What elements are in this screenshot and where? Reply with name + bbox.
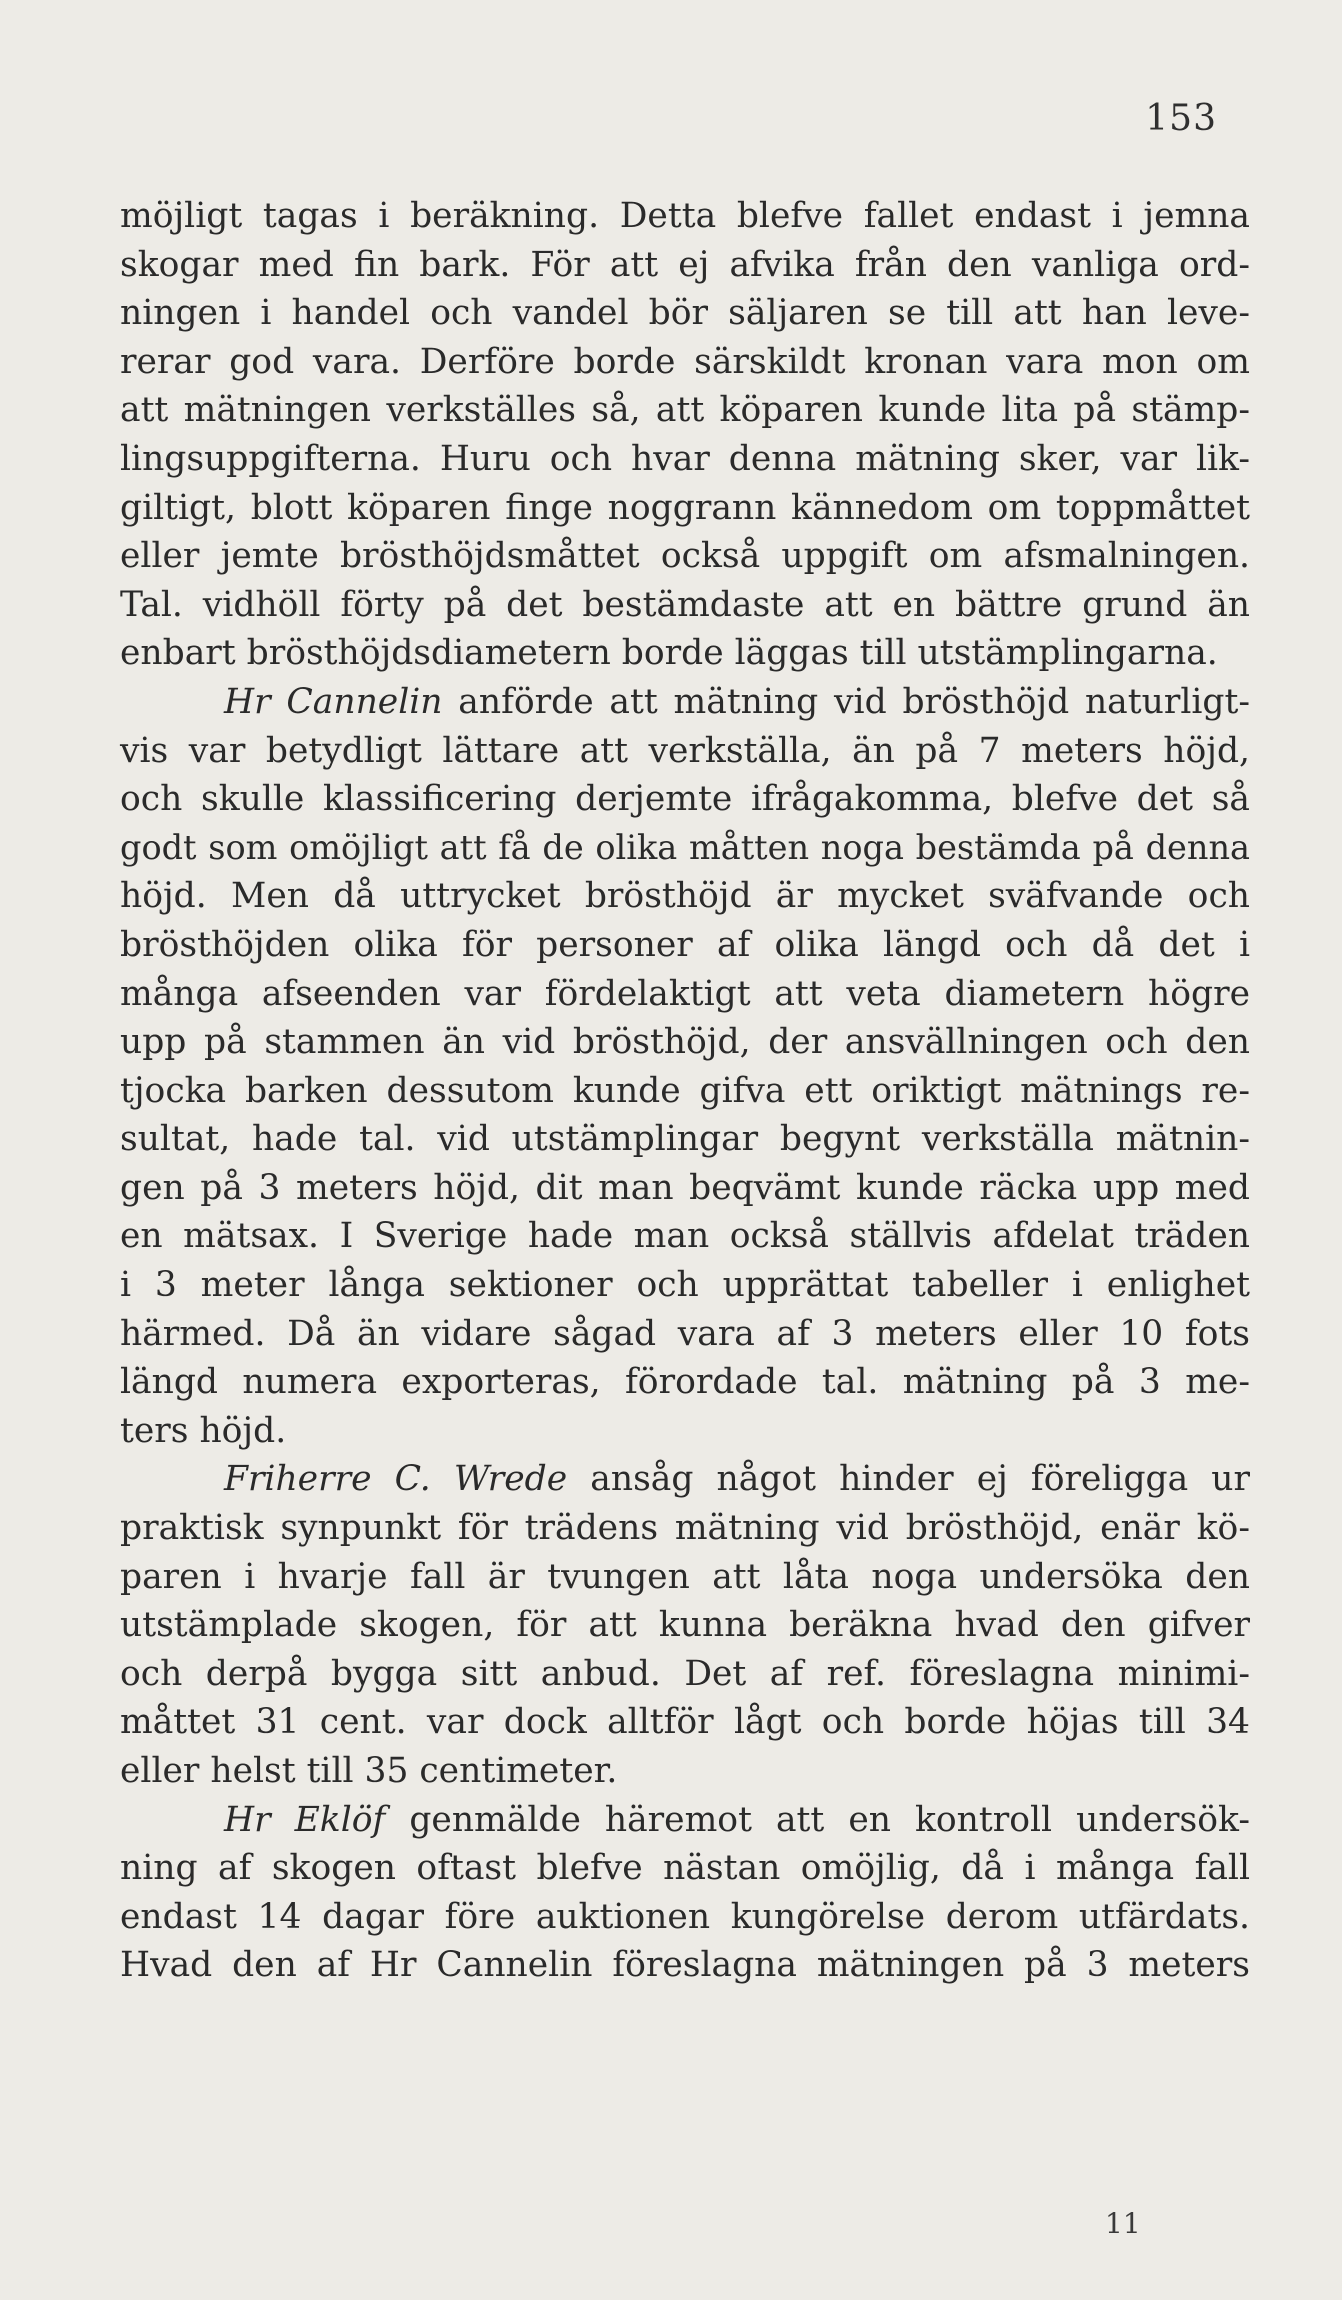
text-line xyxy=(120,1504,1250,1553)
text-line xyxy=(120,727,1250,776)
text-run: härmed. Då än vidare sågad vara af 3 meters eller 10 fots xyxy=(120,1313,1250,1354)
text-run: praktisk synpunkt för trädens mätning vid brösthöjd, enär kö- xyxy=(120,1508,1250,1549)
text-line xyxy=(120,1067,1250,1116)
text-run: giltigt, blott köparen finge noggrann kännedom om toppmåttet xyxy=(120,487,1250,528)
text-run: i 3 meter långa sektioner och upprättat tabeller i enlighet xyxy=(120,1265,1250,1306)
text-line xyxy=(120,1601,1250,1650)
text-line xyxy=(120,435,1250,484)
text-run: utstämplade skogen, för att kunna beräkna hvad den gifver xyxy=(120,1605,1250,1646)
text-run: upp på stammen än vid brösthöjd, der ansvällningen och den xyxy=(120,1022,1250,1063)
text-run: en mätsax. I Sverige hade man också ställvis afdelat träden xyxy=(120,1216,1250,1257)
text-line xyxy=(120,581,1250,630)
text-line xyxy=(120,1018,1250,1067)
speaker-name: Hr Cannelin xyxy=(224,681,443,722)
text-line xyxy=(120,678,1250,727)
text-line xyxy=(120,1844,1250,1893)
speaker-name: Hr Eklöf xyxy=(224,1799,386,1840)
text-run: ters höjd. xyxy=(120,1410,287,1451)
text-run: och skulle klassificering derjemte ifrågakomma, blefve det så xyxy=(120,779,1250,820)
signature-mark: 11 xyxy=(1105,2207,1141,2240)
text-run: att mätningen verkställes så, att köparen kunde lita på stämp- xyxy=(120,390,1250,431)
text-line xyxy=(120,970,1250,1019)
text-run: och derpå bygga sitt anbud. Det af ref. föreslagna minimi- xyxy=(120,1653,1250,1694)
text-run: eller helst till 35 centimeter. xyxy=(120,1751,618,1791)
text-run: godt som omöjligt att få de olika måtten noga bestämda på denna xyxy=(120,827,1250,867)
text-line xyxy=(120,1455,1250,1504)
text-line xyxy=(120,1650,1250,1699)
text-run: gen på 3 meters höjd, dit man beqvämt kunde räcka upp med xyxy=(120,1167,1250,1208)
text-run: endast 14 dagar före auktionen kungörelse derom utfärdats. xyxy=(120,1896,1250,1937)
text-run: Hvad den af Hr Cannelin föreslagna mätningen på 3 meters xyxy=(120,1945,1250,1986)
text-line xyxy=(120,1212,1250,1261)
text-run: genmälde häremot att en kontroll undersök- xyxy=(385,1799,1250,1840)
text-line xyxy=(120,1407,1250,1456)
text-line xyxy=(120,289,1250,338)
text-run: ning af skogen oftast blefve nästan omöjlig, då i många fall xyxy=(120,1848,1250,1889)
text-run: ningen i handel och vandel bör säljaren se till att han leve- xyxy=(120,293,1250,334)
text-run: vis var betydligt lättare att verkställa, än på 7 meters höjd, xyxy=(120,730,1250,771)
text-run: tjocka barken dessutom kunde gifva ett oriktigt mätnings re- xyxy=(120,1070,1250,1111)
body-text xyxy=(120,192,1250,1990)
text-line xyxy=(120,1893,1250,1942)
text-line xyxy=(120,1698,1250,1747)
text-run: skogar med fin bark. För att ej afvika från den vanliga ord- xyxy=(120,244,1250,285)
text-run: anförde att mätning vid brösthöjd naturligt- xyxy=(442,681,1250,722)
text-run: enbart brösthöjdsdiametern borde läggas till utstämplingarna. xyxy=(120,633,1218,674)
text-run: möjligt tagas i beräkning. Detta blefve fallet endast i jemna xyxy=(120,196,1250,236)
text-run: ansåg något hinder ej föreligga ur xyxy=(567,1459,1251,1500)
text-line xyxy=(120,1358,1250,1407)
page-number: 153 xyxy=(1145,98,1217,139)
text-line xyxy=(120,921,1250,970)
text-run: längd numera exporteras, förordade tal. mätning på 3 me- xyxy=(120,1362,1250,1403)
text-line xyxy=(120,484,1250,533)
text-run: eller jemte brösthöjdsmåttet också uppgift om afsmalningen. xyxy=(120,536,1250,577)
text-run: brösthöjden olika för personer af olika längd och då det i xyxy=(120,924,1250,965)
text-run: höjd. Men då uttrycket brösthöjd är mycket sväfvande och xyxy=(120,876,1250,917)
text-line xyxy=(120,1796,1250,1845)
text-run: lingsuppgifterna. Huru och hvar denna mätning sker, var lik- xyxy=(120,438,1250,479)
text-line xyxy=(120,824,1250,873)
text-run: många afseenden var fördelaktigt att veta diametern högre xyxy=(120,973,1250,1014)
text-line xyxy=(120,1261,1250,1310)
text-line xyxy=(120,1310,1250,1359)
speaker-name: Friherre C. Wrede xyxy=(224,1459,568,1500)
text-line xyxy=(120,532,1250,581)
text-line xyxy=(120,1553,1250,1602)
text-run: Tal. vidhöll förty på det bestämdaste att en bättre grund än xyxy=(120,584,1250,625)
text-line xyxy=(120,775,1250,824)
text-run: paren i hvarje fall är tvungen att låta noga undersöka den xyxy=(120,1556,1250,1597)
text-line xyxy=(120,241,1250,290)
text-line xyxy=(120,192,1250,241)
text-run: rerar god vara. Derföre borde särskildt kronan vara mon om xyxy=(120,341,1250,382)
text-line xyxy=(120,629,1250,678)
text-line xyxy=(120,1747,1250,1796)
text-line xyxy=(120,386,1250,435)
text-line xyxy=(120,338,1250,387)
text-run: sultat, hade tal. vid utstämplingar begynt verkställa mätnin- xyxy=(120,1119,1250,1160)
text-line xyxy=(120,1115,1250,1164)
text-line xyxy=(120,1941,1250,1990)
text-line xyxy=(120,1164,1250,1213)
text-line xyxy=(120,872,1250,921)
text-run: måttet 31 cent. var dock alltför lågt och borde höjas till 34 xyxy=(120,1702,1250,1743)
